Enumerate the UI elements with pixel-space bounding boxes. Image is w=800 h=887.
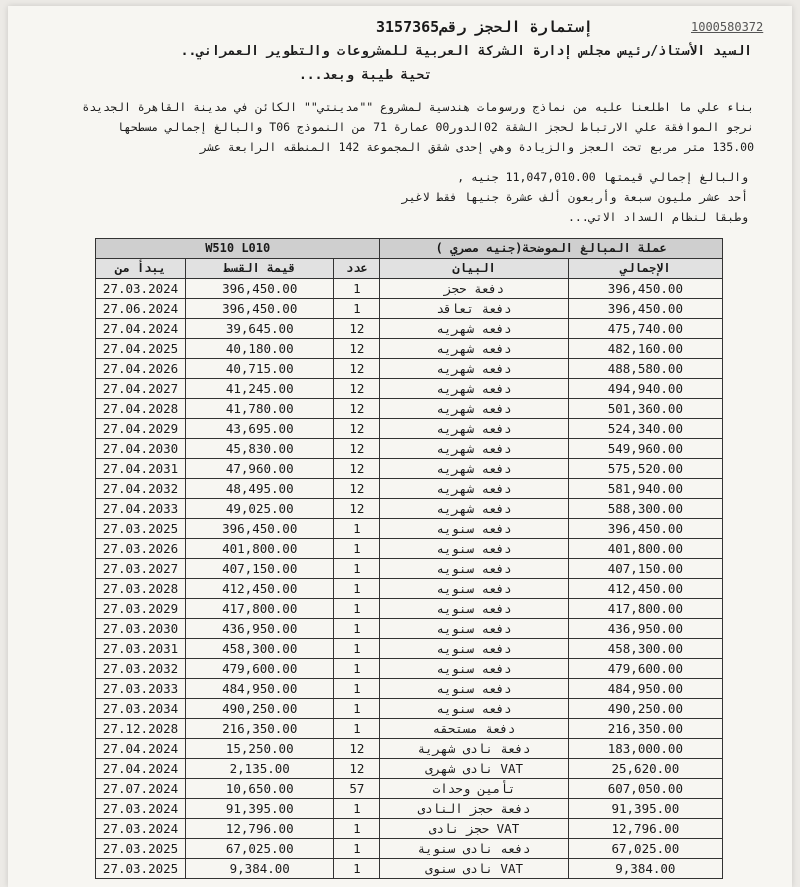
count-cell: 1 xyxy=(334,679,380,699)
installment-cell: 417,800.00 xyxy=(186,599,334,619)
description-cell: دفعة حجز xyxy=(380,279,568,299)
table-row xyxy=(96,579,723,599)
count-cell: 12 xyxy=(334,439,380,459)
table-row xyxy=(96,419,723,439)
start-date-cell: 27.04.2030 xyxy=(96,439,186,459)
table-band-row xyxy=(96,239,723,259)
table-row xyxy=(96,639,723,659)
total-cell: 9,384.00 xyxy=(568,859,722,879)
total-cell: 417,800.00 xyxy=(568,599,722,619)
description-cell: دفعه شهريه xyxy=(380,439,568,459)
greeting-line: تحية طيبة وبعد... xyxy=(298,68,432,83)
total-cell: 91,395.00 xyxy=(568,799,722,819)
installment-cell: 484,950.00 xyxy=(186,679,334,699)
start-date-cell: 27.03.2028 xyxy=(96,579,186,599)
payment-schedule-table xyxy=(95,238,723,879)
description-cell: تأمين وحدات xyxy=(380,779,568,799)
start-date-cell: 27.03.2024 xyxy=(96,799,186,819)
installment-cell: 12,796.00 xyxy=(186,819,334,839)
installment-cell: 412,450.00 xyxy=(186,579,334,599)
installment-cell: 45,830.00 xyxy=(186,439,334,459)
start-date-cell: 27.12.2028 xyxy=(96,719,186,739)
count-cell: 12 xyxy=(334,419,380,439)
total-cell: 475,740.00 xyxy=(568,319,722,339)
table-row xyxy=(96,739,723,759)
description-cell: VAT نادى سنوى xyxy=(380,859,568,879)
installment-cell: 479,600.00 xyxy=(186,659,334,679)
description-cell: دفعه شهريه xyxy=(380,339,568,359)
start-date-cell: 27.06.2024 xyxy=(96,299,186,319)
description-cell: دفعه سنويه xyxy=(380,539,568,559)
description-cell: دفعه شهريه xyxy=(380,499,568,519)
installment-cell: 39,645.00 xyxy=(186,319,334,339)
description-cell: VAT حجز نادى xyxy=(380,819,568,839)
installment-cell: 48,495.00 xyxy=(186,479,334,499)
count-cell: 12 xyxy=(334,399,380,419)
count-cell: 1 xyxy=(334,299,380,319)
start-date-cell: 27.03.2031 xyxy=(96,639,186,659)
total-cell: 396,450.00 xyxy=(568,279,722,299)
col-count: عدد xyxy=(334,259,380,279)
installment-cell: 490,250.00 xyxy=(186,699,334,719)
table-body xyxy=(96,279,723,879)
installment-cell: 9,384.00 xyxy=(186,859,334,879)
table-row xyxy=(96,459,723,479)
count-cell: 1 xyxy=(334,539,380,559)
total-cell: 482,160.00 xyxy=(568,339,722,359)
installment-cell: 41,245.00 xyxy=(186,379,334,399)
count-cell: 1 xyxy=(334,559,380,579)
col-description: البيان xyxy=(380,259,568,279)
total-cell: 412,450.00 xyxy=(568,579,722,599)
table-row xyxy=(96,699,723,719)
count-cell: 12 xyxy=(334,379,380,399)
total-cell: 183,000.00 xyxy=(568,739,722,759)
start-date-cell: 27.03.2032 xyxy=(96,659,186,679)
addressee-line: السيد الأستاذ/رئيس مجلس إدارة الشركة العربية للمشروعات والتطوير العمراني.. xyxy=(180,44,752,59)
installment-cell: 40,180.00 xyxy=(186,339,334,359)
description-cell: دفعه نادى سنوية xyxy=(380,839,568,859)
total-cell: 479,600.00 xyxy=(568,659,722,679)
table-row xyxy=(96,499,723,519)
table-row xyxy=(96,679,723,699)
table-row xyxy=(96,339,723,359)
total-cell: 12,796.00 xyxy=(568,819,722,839)
start-date-cell: 27.04.2032 xyxy=(96,479,186,499)
table-row xyxy=(96,519,723,539)
description-cell: دفعه شهريه xyxy=(380,319,568,339)
description-cell: دفعه شهريه xyxy=(380,419,568,439)
description-cell: دفعه شهريه xyxy=(380,479,568,499)
description-cell: دفعه سنويه xyxy=(380,519,568,539)
band-currency: عملة المبالغ الموضحة(جنيه مصري ) xyxy=(380,239,723,259)
description-cell: دفعه شهريه xyxy=(380,379,568,399)
count-cell: 1 xyxy=(334,619,380,639)
count-cell: 1 xyxy=(334,799,380,819)
count-cell: 12 xyxy=(334,319,380,339)
start-date-cell: 27.03.2025 xyxy=(96,859,186,879)
table-row xyxy=(96,839,723,859)
table-row xyxy=(96,539,723,559)
total-cell: 549,960.00 xyxy=(568,439,722,459)
description-cell: دفعه شهريه xyxy=(380,399,568,419)
count-cell: 12 xyxy=(334,479,380,499)
start-date-cell: 27.03.2025 xyxy=(96,519,186,539)
total-cell: 458,300.00 xyxy=(568,639,722,659)
table-row xyxy=(96,619,723,639)
total-cell: 67,025.00 xyxy=(568,839,722,859)
installment-cell: 436,950.00 xyxy=(186,619,334,639)
start-date-cell: 27.03.2026 xyxy=(96,539,186,559)
start-date-cell: 27.03.2034 xyxy=(96,699,186,719)
start-date-cell: 27.04.2027 xyxy=(96,379,186,399)
installment-cell: 67,025.00 xyxy=(186,839,334,859)
body-line-2: نرجو الموافقة علي الارتباط لحجز الشقة 02الدور00 عمارة 71 من النموذج T06 والبالغ إجمالي مسطحها xyxy=(116,120,754,134)
start-date-cell: 27.04.2033 xyxy=(96,499,186,519)
installment-cell: 47,960.00 xyxy=(186,459,334,479)
document-page xyxy=(8,6,792,887)
table-row xyxy=(96,659,723,679)
total-cell: 501,360.00 xyxy=(568,399,722,419)
installment-cell: 2,135.00 xyxy=(186,759,334,779)
start-date-cell: 27.04.2025 xyxy=(96,339,186,359)
installment-cell: 91,395.00 xyxy=(186,799,334,819)
description-cell: دفعة نادى شهرية xyxy=(380,739,568,759)
description-cell: دفعه سنويه xyxy=(380,579,568,599)
total-cell: 588,300.00 xyxy=(568,499,722,519)
table-row xyxy=(96,319,723,339)
description-cell: VAT نادى شهرى xyxy=(380,759,568,779)
start-date-cell: 27.04.2024 xyxy=(96,739,186,759)
table-row xyxy=(96,359,723,379)
count-cell: 1 xyxy=(334,859,380,879)
description-cell: دفعه شهريه xyxy=(380,459,568,479)
count-cell: 12 xyxy=(334,339,380,359)
total-cell: 396,450.00 xyxy=(568,299,722,319)
table-row xyxy=(96,439,723,459)
total-cell: 488,580.00 xyxy=(568,359,722,379)
total-in-words-line: أحد عشر مليون سبعة وأربعون ألف عشرة جنيها فقط لاغير xyxy=(401,190,748,204)
count-cell: 1 xyxy=(334,719,380,739)
total-cell: 401,800.00 xyxy=(568,539,722,559)
start-date-cell: 27.04.2024 xyxy=(96,319,186,339)
col-start-date: يبدأ من xyxy=(96,259,186,279)
table-row xyxy=(96,379,723,399)
installment-cell: 15,250.00 xyxy=(186,739,334,759)
start-date-cell: 27.04.2031 xyxy=(96,459,186,479)
total-cell: 524,340.00 xyxy=(568,419,722,439)
count-cell: 1 xyxy=(334,579,380,599)
description-cell: دفعة مستحقه xyxy=(380,719,568,739)
description-cell: دفعه سنويه xyxy=(380,619,568,639)
count-cell: 57 xyxy=(334,779,380,799)
count-cell: 1 xyxy=(334,599,380,619)
count-cell: 12 xyxy=(334,499,380,519)
table-row xyxy=(96,799,723,819)
form-title: إستمارة الحجز رقم3157365 xyxy=(376,18,593,36)
table-row xyxy=(96,279,723,299)
description-cell: دفعه شهريه xyxy=(380,359,568,379)
column-header-row xyxy=(96,259,723,279)
table-row xyxy=(96,559,723,579)
start-date-cell: 27.04.2028 xyxy=(96,399,186,419)
table-row xyxy=(96,719,723,739)
count-cell: 1 xyxy=(334,639,380,659)
installment-cell: 396,450.00 xyxy=(186,299,334,319)
band-codes: W510 L010 xyxy=(96,239,380,259)
start-date-cell: 27.04.2029 xyxy=(96,419,186,439)
count-cell: 1 xyxy=(334,659,380,679)
description-cell: دفعه سنويه xyxy=(380,659,568,679)
count-cell: 1 xyxy=(334,279,380,299)
installment-cell: 401,800.00 xyxy=(186,539,334,559)
total-cell: 25,620.00 xyxy=(568,759,722,779)
start-date-cell: 27.07.2024 xyxy=(96,779,186,799)
count-cell: 12 xyxy=(334,739,380,759)
count-cell: 1 xyxy=(334,839,380,859)
count-cell: 12 xyxy=(334,359,380,379)
count-cell: 12 xyxy=(334,759,380,779)
installment-cell: 10,650.00 xyxy=(186,779,334,799)
installment-cell: 216,350.00 xyxy=(186,719,334,739)
total-cell: 407,150.00 xyxy=(568,559,722,579)
body-line-3: 135.00 متر مربع تحت العجز والزيادة وهي إحدى شقق المجموعة 142 المنطقه الرابعة عشر xyxy=(200,140,754,154)
count-cell: 12 xyxy=(334,459,380,479)
description-cell: دفعه سنويه xyxy=(380,699,568,719)
table-row xyxy=(96,479,723,499)
installment-cell: 49,025.00 xyxy=(186,499,334,519)
start-date-cell: 27.03.2025 xyxy=(96,839,186,859)
description-cell: دفعه سنويه xyxy=(380,599,568,619)
total-value-line: والبالغ إجمالي قيمتها 11,047,010.00 جنيه , xyxy=(457,170,748,184)
installment-cell: 396,450.00 xyxy=(186,519,334,539)
body-line-1: بناء علي ما اطلعنا عليه من نماذج ورسومات هندسية لمشروع ""مدينتي"" الكائن في مدينة القاهرة الجديدة xyxy=(82,100,754,114)
total-cell: 396,450.00 xyxy=(568,519,722,539)
description-cell: دفعة تعاقد xyxy=(380,299,568,319)
table-row xyxy=(96,779,723,799)
installment-cell: 458,300.00 xyxy=(186,639,334,659)
table-row xyxy=(96,759,723,779)
start-date-cell: 27.04.2024 xyxy=(96,759,186,779)
count-cell: 1 xyxy=(334,819,380,839)
total-cell: 607,050.00 xyxy=(568,779,722,799)
description-cell: دفعة حجز النادى xyxy=(380,799,568,819)
col-installment: قيمة القسط xyxy=(186,259,334,279)
installment-cell: 407,150.00 xyxy=(186,559,334,579)
start-date-cell: 27.03.2024 xyxy=(96,819,186,839)
start-date-cell: 27.03.2029 xyxy=(96,599,186,619)
table-row xyxy=(96,859,723,879)
installment-cell: 40,715.00 xyxy=(186,359,334,379)
start-date-cell: 27.03.2024 xyxy=(96,279,186,299)
installment-cell: 41,780.00 xyxy=(186,399,334,419)
count-cell: 1 xyxy=(334,519,380,539)
reference-number: 1000580372 xyxy=(691,20,764,34)
description-cell: دفعه سنويه xyxy=(380,639,568,659)
total-cell: 490,250.00 xyxy=(568,699,722,719)
table-row xyxy=(96,819,723,839)
start-date-cell: 27.04.2026 xyxy=(96,359,186,379)
start-date-cell: 27.03.2027 xyxy=(96,559,186,579)
total-cell: 575,520.00 xyxy=(568,459,722,479)
payment-system-line: وطبقا لنظام السداد الاتي... xyxy=(567,210,748,224)
start-date-cell: 27.03.2033 xyxy=(96,679,186,699)
installment-cell: 43,695.00 xyxy=(186,419,334,439)
total-cell: 216,350.00 xyxy=(568,719,722,739)
table-row xyxy=(96,299,723,319)
total-cell: 494,940.00 xyxy=(568,379,722,399)
total-cell: 581,940.00 xyxy=(568,479,722,499)
table-row xyxy=(96,599,723,619)
start-date-cell: 27.03.2030 xyxy=(96,619,186,639)
installment-cell: 396,450.00 xyxy=(186,279,334,299)
total-cell: 484,950.00 xyxy=(568,679,722,699)
description-cell: دفعه سنويه xyxy=(380,559,568,579)
table-row xyxy=(96,399,723,419)
col-total: الإجمالي xyxy=(568,259,722,279)
description-cell: دفعه سنويه xyxy=(380,679,568,699)
count-cell: 1 xyxy=(334,699,380,719)
total-cell: 436,950.00 xyxy=(568,619,722,639)
